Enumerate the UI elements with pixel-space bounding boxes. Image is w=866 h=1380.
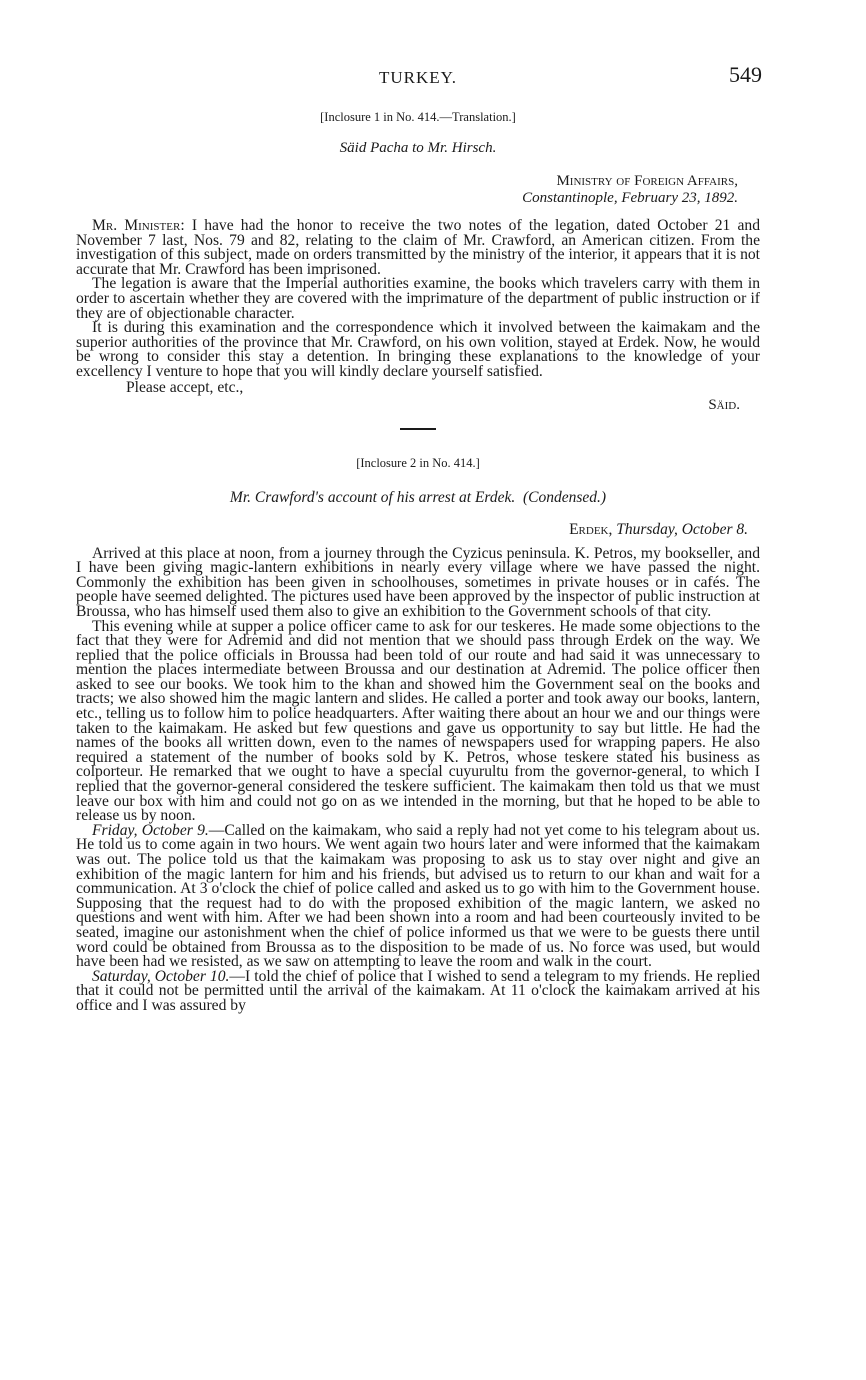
diary-entry xyxy=(76,967,760,1014)
address-place-date: Constantinople, February 23, 1892. xyxy=(522,190,738,206)
diary-entry-date: Saturday, October 10. xyxy=(92,967,230,985)
running-header xyxy=(76,62,760,98)
salutation: Mr. Minister xyxy=(92,217,181,234)
inclosure-1-title: Säid Pacha to Mr. Hirsch. xyxy=(339,140,497,156)
running-title: TURKEY. xyxy=(379,68,457,87)
diary-entry-date: Friday, October 9. xyxy=(92,821,209,839)
address-ministry: Ministry of Foreign Affairs, xyxy=(556,173,738,189)
closing-line: Please accept, etc., xyxy=(126,378,244,396)
inclosure-2-title-line xyxy=(76,489,760,507)
inclosure-2-label: [Inclosure 2 in No. 414.] xyxy=(356,455,480,470)
paragraph-text: : I have had the honor to receive the two notes of the legation, dated October 21 and November 7 last, Nos. 79 and 82, relating to the claim of Mr. Crawford, an American citizen. From the investigation of this subject, made on orders transmitted by the ministry of the interior, it appears that it is not accurate that Mr. Crawford has been imprisoned. xyxy=(76,217,760,278)
account-paragraph: Arrived at this place at noon, from a journey through the Cyzicus peninsula. K. Petros, my bookseller, and I have been giving magic-lantern exhibitions in nearly every village where we have passed the night. Commonly the exhibition has been given in schoolhouses, sometimes in private houses or in cafés. The people have seemed delighted. The pictures used have been approved by the inspector of public instruction at Broussa, who has himself used them also to give an exhibition to the Government schools of that city. xyxy=(76,544,760,620)
dateline-date: Thursday, October 8. xyxy=(616,520,748,538)
inclosure-1-paragraph: The legation is aware that the Imperial authorities examine, the books which travelers carry with them in order to ascertain whether they are covered with the imprimature of the department of public instruction or if they are of objectionable character. xyxy=(76,275,760,322)
inclosure-1-paragraph xyxy=(76,219,760,277)
signature: Säid. xyxy=(708,396,740,413)
dateline xyxy=(76,521,748,539)
diary-entry-text: —Called on the kaimakam, who said a reply had not yet come to his telegram about us. He told us to come again in two hours. We went again two hours later and were informed that the kaimakam was out. The police told us that the kaimakam was proposing to ask us to stay over night and give an exhibition of the magic lantern for him and his friends, but advised us to return to our khan and wait for a communication. At 3 o'clock the chief of police called and asked us to go with him to the Government house. Supposing that the request had to do with the proposed exhibition of the magic lantern, we asked no questions and went with him. After we had been shown into a room and had been courteously invited to be seated, imagine our astonishment when the chief of police informed us that we were to be guests there until word could be obtained from Broussa as to the disposition to be made of us. No force was used, but would have been had we resisted, as we saw on attempting to leave the room and walk in the court. xyxy=(76,821,760,971)
section-divider xyxy=(400,428,436,430)
inclosure-1-paragraph: It is during this examination and the correspondence which it involved between the kaimakam and the superior authorities of the province that Mr. Crawford, on his own volition, stayed at Erdek. Now, he would be wrong to consider this stay a detention. In bringing these explanations to the knowledge of your excellency I venture to hope that you will kindly declare yourself satisfied. xyxy=(76,319,760,380)
inclosure-1-address xyxy=(76,173,738,207)
diary-entry-text: —I told the chief of police that I wished to send a telegram to my friends. He replied that it could not be permitted until the arrival of the kaimakam. At 11 o'clock the kaimakam arrived at his office and I was assured by xyxy=(76,967,760,1014)
inclosure-2-title-note: (Condensed.) xyxy=(523,488,607,506)
document-page xyxy=(76,62,760,1014)
dateline-place: Erdek, xyxy=(569,520,613,538)
diary-entry xyxy=(76,821,760,971)
inclosure-1-label: [Inclosure 1 in No. 414.—Translation.] xyxy=(320,110,516,124)
inclosure-2-title: Mr. Crawford's account of his arrest at Erdek. xyxy=(229,488,516,506)
page-number: 549 xyxy=(729,62,762,87)
account-paragraph: This evening while at supper a police officer came to ask for our teskeres. He made some objections to the fact that they were for Adremid and did not mention that we should pass through Erdek on the way. We replied that the police officials in Broussa had been told of our route and had said it was unnecessary to mention the places intermediate between Broussa and our destination at Adremid. The police officer then asked to see our books. We took him to the khan and showed him the Government seal on the books and tracts; we also showed him the magic lantern and slides. He called a porter and took away our books, lantern, etc., telling us to follow him to police headquarters. After waiting there about an hour we and our things were taken to the kaimakam. He asked but few questions and gave us opportunity to say but little. He had the names of the books all written down, even to the names of newspapers used for wrapping papers. He also required a statement of the number of books sold by K. Petros, whose teskere stated his business as colporteur. He remarked that we ought to have a special cuyurultu from the governor-general, to which I replied that the governor-general considered the teskere sufficient. The kaimakam then told us that we must leave our box with him and could not go on as we intended in the morning, but that he hoped to be able to release us by noon. xyxy=(76,617,760,825)
